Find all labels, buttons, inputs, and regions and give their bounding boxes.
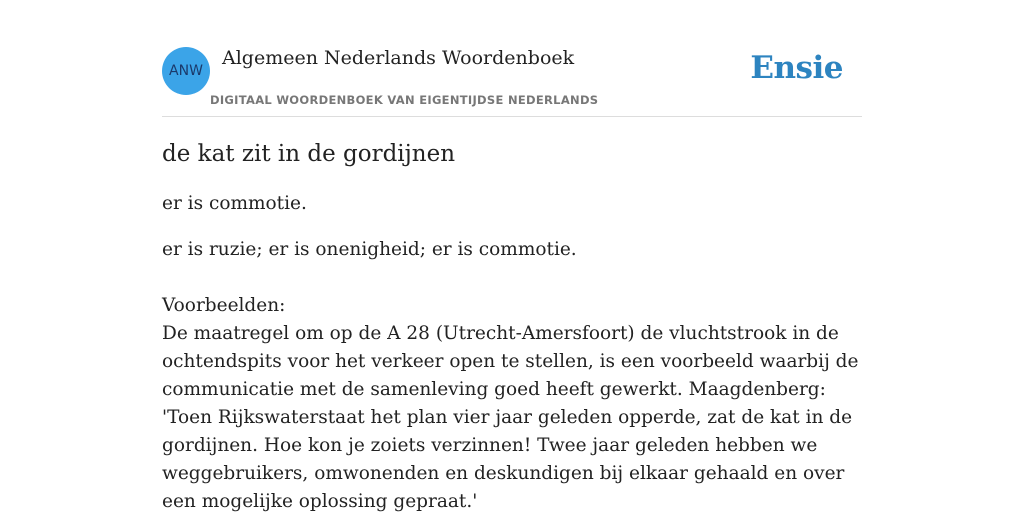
entry-title: de kat zit in de gordijnen (162, 141, 456, 167)
site-subtitle: DIGITAAL WOORDENBOEK VAN EIGENTIJDSE NEDERLANDS (210, 93, 599, 107)
examples-label: Voorbeelden: (162, 295, 286, 316)
short-definition: er is commotie. (162, 193, 307, 214)
entry-content (162, 138, 862, 516)
example-text: De maatregel om op de A 28 (Utrecht-Amersfoort) de vluchtstrook in de ochtendspits voor het verkeer open te stellen, is een voorbeeld waarbij de communicatie met de samenleving goed heeft gewerkt. Maagdenberg: 'Toen Rijkswaterstaat het plan vier jaar geleden opperde, zat de kat in de gordijnen. Hoe kon je zoiets verzinnen! Twee jaar geleden hebben we weggebruikers, omwonenden en deskundigen bij elkaar gehaald en over een mogelijke oplossing gepraat.' (162, 323, 859, 512)
anw-logo[interactable]: ANW (162, 47, 210, 95)
long-definition: er is ruzie; er is onenigheid; er is commotie. (162, 239, 577, 260)
site-title[interactable]: Algemeen Nederlands Woordenboek (222, 47, 575, 69)
site-header (162, 46, 862, 117)
ensie-brand-link[interactable]: Ensie (750, 50, 843, 86)
